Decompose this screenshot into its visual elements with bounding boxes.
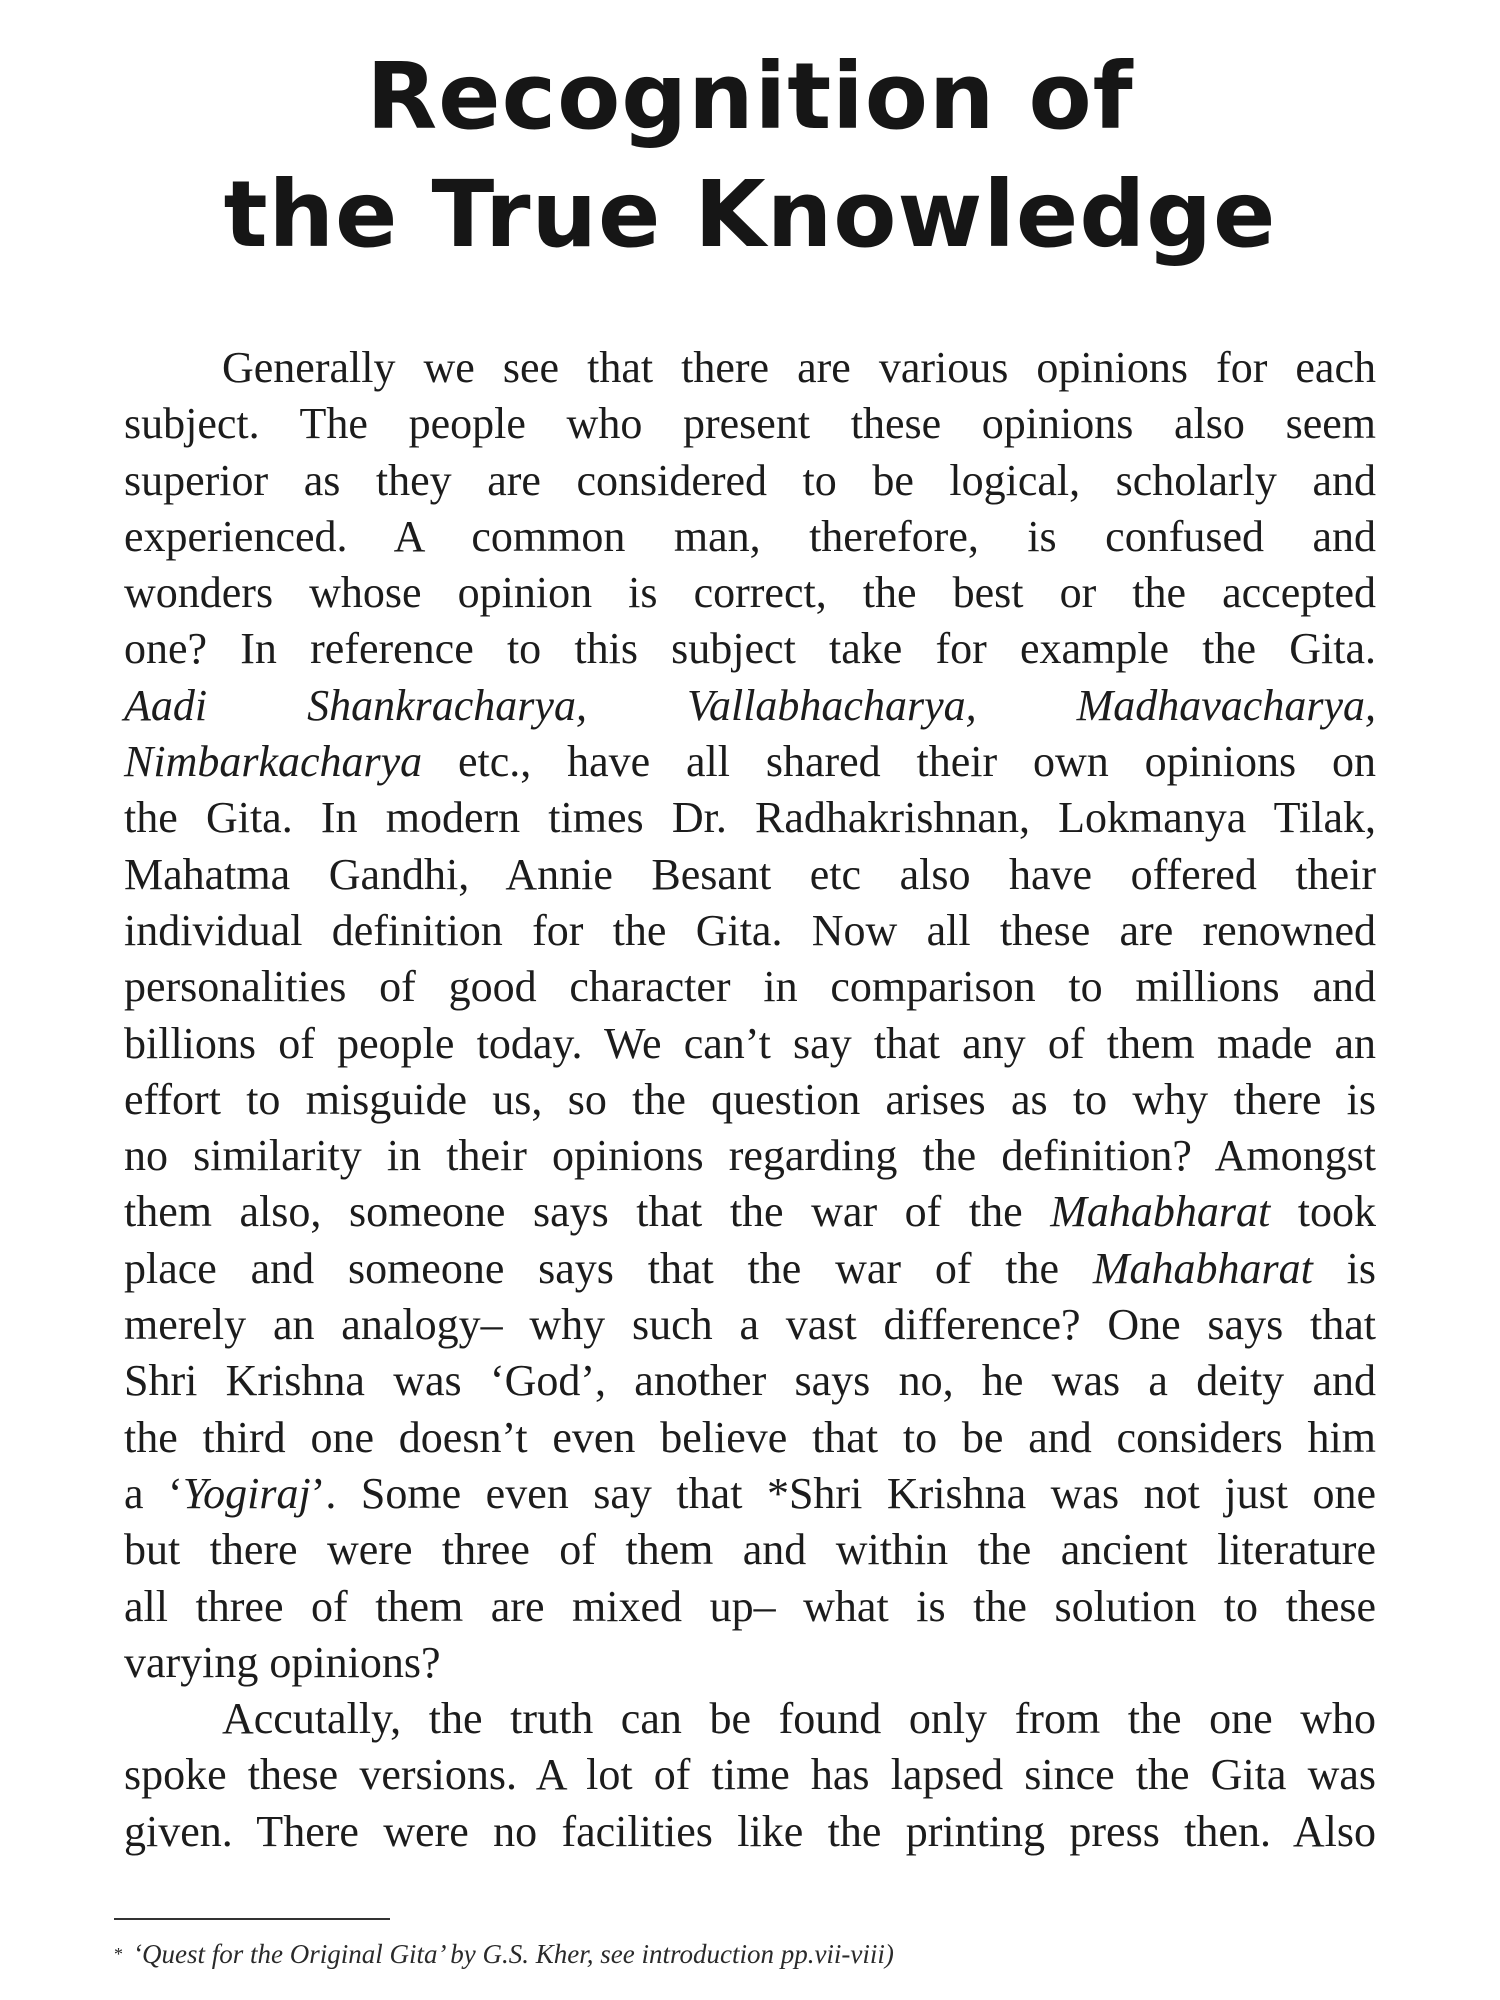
text-line: personalities of good character in comparison to millions and xyxy=(124,962,1376,1012)
paragraph-1 xyxy=(124,340,1376,1691)
text-line: wonders whose opinion is correct, the best or the accepted xyxy=(124,568,1376,618)
text-line: superior as they are considered to be logical, scholarly and xyxy=(124,455,1376,505)
text-line: Mahatma Gandhi, Annie Besant etc also have offered their xyxy=(124,849,1376,899)
text-line: place and someone says that the war of the Mahabharat is xyxy=(124,1243,1376,1293)
text-line: experienced. A common man, therefore, is confused and xyxy=(124,511,1376,561)
italic-term: Nimbarkacharya xyxy=(124,737,423,787)
text-line: one? In reference to this subject take for example the Gita. xyxy=(124,624,1376,674)
text-line: Aadi Shankracharya, Vallabhacharya, Madhavacharya, xyxy=(124,680,1376,730)
footnote xyxy=(114,1936,1314,1972)
text-line: Nimbarkacharya etc., have all shared their own opinions on xyxy=(124,737,1376,787)
text-line: spoke these versions. A lot of time has lapsed since the Gita was xyxy=(124,1750,1376,1800)
text-line: Generally we see that there are various opinions for each xyxy=(222,343,1376,392)
text-line: the third one doesn’t even believe that to be and considers him xyxy=(124,1412,1376,1462)
paragraph-2 xyxy=(124,1691,1376,1860)
text-line: them also, someone says that the war of the Mahabharat took xyxy=(124,1187,1376,1237)
text-line: no similarity in their opinions regarding the definition? Amongst xyxy=(124,1131,1376,1181)
text-line: individual definition for the Gita. Now all these are renowned xyxy=(124,905,1376,955)
title-line-1: Recognition of xyxy=(366,43,1134,150)
text-line: given. There were no facilities like the printing press then. Also xyxy=(124,1806,1376,1856)
text-line: Accutally, the truth can be found only from the one who xyxy=(222,1694,1376,1744)
italic-term: Mahabharat xyxy=(1092,1243,1313,1293)
title-line-2: the True Knowledge xyxy=(223,161,1277,268)
footnote-marker: * xyxy=(114,1944,123,1964)
text-line: Shri Krishna was ‘God’, another says no, he was a deity and xyxy=(124,1356,1376,1406)
text-line: but there were three of them and within the ancient literature xyxy=(124,1525,1376,1575)
footnote-divider xyxy=(114,1918,390,1920)
text-line: merely an analogy– why such a vast difference? One says that xyxy=(124,1300,1376,1350)
text-line: the Gita. In modern times Dr. Radhakrishnan, Lokmanya Tilak, xyxy=(124,793,1376,843)
text-line: effort to misguide us, so the question arises as to why there is xyxy=(124,1074,1376,1124)
text-line: varying opinions? xyxy=(124,1637,441,1687)
body-text xyxy=(124,340,1376,1860)
text-line: subject. The people who present these opinions also seem xyxy=(124,399,1376,449)
text-line: a ‘Yogiraj’. Some even say that *Shri Krishna was not just one xyxy=(124,1468,1376,1518)
footnote-text: ‘Quest for the Original Gita’ by G.S. Kher, see introduction pp.vii-viii) xyxy=(133,1939,894,1969)
italic-term: Yogiraj xyxy=(182,1468,311,1518)
page-title xyxy=(0,38,1500,274)
text-line: billions of people today. We can’t say that any of them made an xyxy=(124,1018,1376,1068)
text-line: all three of them are mixed up– what is the solution to these xyxy=(124,1581,1376,1631)
italic-term: Mahabharat xyxy=(1050,1187,1271,1237)
